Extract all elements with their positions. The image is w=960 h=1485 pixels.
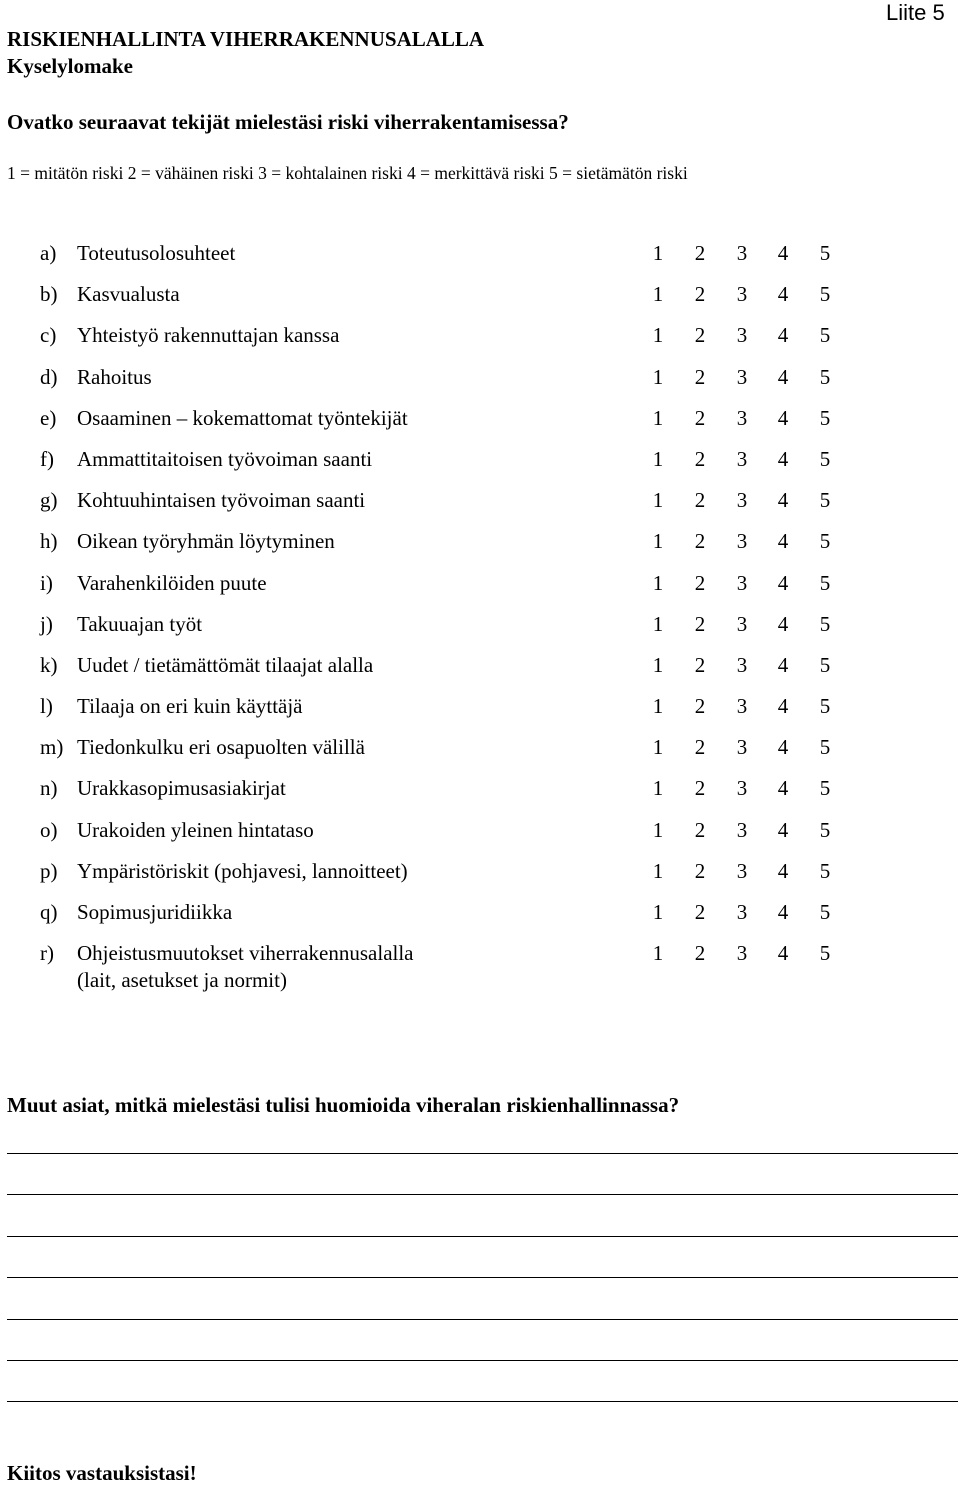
rating-options	[648, 899, 834, 925]
item-letter: n)	[40, 776, 58, 801]
item-letter: j)	[40, 611, 53, 636]
rating-options	[648, 611, 834, 637]
item-label: Tilaaja on eri kuin käyttäjä	[77, 694, 303, 719]
rating-option-5[interactable]: 5	[819, 570, 831, 595]
rating-item	[0, 405, 960, 446]
rating-option-5[interactable]: 5	[819, 858, 831, 883]
rating-option-2[interactable]: 2	[694, 241, 706, 265]
rating-option-3[interactable]: 3	[736, 776, 748, 801]
rating-option-2[interactable]: 2	[694, 776, 706, 801]
item-letter: e)	[40, 405, 57, 430]
rating-item	[0, 446, 960, 487]
rating-option-4[interactable]: 4	[777, 364, 789, 389]
answer-line[interactable]	[7, 1153, 958, 1194]
rating-option-3[interactable]: 3	[736, 858, 748, 883]
answer-line[interactable]	[7, 1401, 958, 1442]
rating-option-5[interactable]: 5	[819, 241, 831, 265]
item-letter: l)	[40, 694, 53, 719]
rating-option-2[interactable]: 2	[694, 858, 706, 883]
item-label: Tiedonkulku eri osapuolten välillä	[77, 735, 365, 760]
rating-item	[0, 487, 960, 528]
rating-option-5[interactable]: 5	[819, 488, 831, 513]
rating-option-4[interactable]: 4	[777, 694, 789, 719]
rating-options	[648, 364, 834, 390]
rating-option-3[interactable]: 3	[736, 900, 748, 924]
rating-option-3[interactable]: 3	[736, 652, 748, 677]
rating-option-5[interactable]: 5	[819, 364, 831, 389]
item-letter: r)	[40, 941, 54, 966]
rating-options	[648, 446, 834, 472]
item-label: Ympäristöriskit (pohjavesi, lannoitteet)	[77, 858, 408, 883]
item-letter: g)	[40, 488, 58, 513]
rating-option-1[interactable]: 1	[652, 241, 664, 265]
answer-lines	[7, 1153, 958, 1443]
rating-option-3[interactable]: 3	[736, 570, 748, 595]
rating-option-2[interactable]: 2	[694, 570, 706, 595]
rating-option-4[interactable]: 4	[777, 405, 789, 430]
thanks-text: Kiitos vastauksistasi!	[7, 1461, 197, 1485]
rating-option-3[interactable]: 3	[736, 941, 748, 966]
rating-option-4[interactable]: 4	[777, 817, 789, 842]
rating-option-1[interactable]: 1	[652, 858, 664, 883]
rating-option-4[interactable]: 4	[777, 611, 789, 636]
rating-option-1[interactable]: 1	[652, 323, 664, 348]
rating-option-5[interactable]: 5	[819, 735, 831, 760]
rating-option-4[interactable]: 4	[777, 858, 789, 883]
rating-options	[648, 940, 834, 966]
rating-option-1[interactable]: 1	[652, 529, 664, 554]
rating-options	[648, 322, 834, 348]
rating-item	[0, 858, 960, 899]
rating-option-4[interactable]: 4	[777, 241, 789, 265]
rating-options	[648, 281, 834, 307]
rating-option-5[interactable]: 5	[819, 652, 831, 677]
rating-option-5[interactable]: 5	[819, 900, 831, 924]
rating-option-2[interactable]: 2	[694, 529, 706, 554]
answer-line[interactable]	[7, 1194, 958, 1235]
rating-option-4[interactable]: 4	[777, 941, 789, 966]
rating-option-1[interactable]: 1	[652, 611, 664, 636]
rating-item	[0, 364, 960, 405]
item-label: Oikean työryhmän löytyminen	[77, 529, 335, 554]
rating-option-2[interactable]: 2	[694, 488, 706, 513]
rating-option-1[interactable]: 1	[652, 941, 664, 966]
rating-option-4[interactable]: 4	[777, 323, 789, 348]
rating-option-1[interactable]: 1	[652, 817, 664, 842]
rating-option-3[interactable]: 3	[736, 735, 748, 760]
rating-option-2[interactable]: 2	[694, 611, 706, 636]
item-letter: p)	[40, 858, 58, 883]
rating-option-5[interactable]: 5	[819, 694, 831, 719]
answer-line[interactable]	[7, 1319, 958, 1360]
item-label: Urakkasopimusasiakirjat	[77, 776, 286, 801]
rating-options	[648, 528, 834, 554]
rating-item	[0, 281, 960, 322]
item-letter: f)	[40, 446, 54, 471]
question-heading: Ovatko seuraavat tekijät mielestäsi riski viherrakentamisessa?	[7, 110, 569, 134]
rating-option-5[interactable]: 5	[819, 941, 831, 966]
rating-option-5[interactable]: 5	[819, 776, 831, 801]
rating-option-4[interactable]: 4	[777, 776, 789, 801]
answer-line[interactable]	[7, 1360, 958, 1401]
rating-option-5[interactable]: 5	[819, 529, 831, 554]
item-letter: q)	[40, 900, 58, 924]
rating-option-1[interactable]: 1	[652, 570, 664, 595]
rating-option-5[interactable]: 5	[819, 323, 831, 348]
item-label: Yhteistyö rakennuttajan kanssa	[77, 323, 340, 348]
rating-options	[648, 693, 834, 719]
rating-option-5[interactable]: 5	[819, 611, 831, 636]
rating-option-1[interactable]: 1	[652, 735, 664, 760]
rating-option-3[interactable]: 3	[736, 446, 748, 471]
rating-option-4[interactable]: 4	[777, 282, 789, 307]
rating-option-1[interactable]: 1	[652, 364, 664, 389]
item-letter: c)	[40, 323, 57, 348]
item-label: Kasvualusta	[77, 282, 180, 307]
rating-option-2[interactable]: 2	[694, 694, 706, 719]
rating-option-4[interactable]: 4	[777, 570, 789, 595]
rating-option-2[interactable]: 2	[694, 735, 706, 760]
rating-option-4[interactable]: 4	[777, 652, 789, 677]
rating-options	[648, 240, 834, 266]
rating-option-4[interactable]: 4	[777, 488, 789, 513]
item-letter: k)	[40, 652, 58, 677]
item-label: Toteutusolosuhteet	[77, 241, 236, 265]
item-label: Ammattitaitoisen työvoiman saanti	[77, 446, 373, 471]
item-letter: m)	[40, 735, 64, 760]
rating-option-5[interactable]: 5	[819, 817, 831, 842]
rating-option-3[interactable]: 3	[736, 817, 748, 842]
item-letter: i)	[40, 570, 53, 595]
rating-options	[648, 570, 834, 596]
rating-item	[0, 611, 960, 652]
rating-option-1[interactable]: 1	[652, 776, 664, 801]
rating-item	[0, 775, 960, 816]
rating-option-1[interactable]: 1	[652, 446, 664, 471]
rating-option-2[interactable]: 2	[694, 652, 706, 677]
rating-option-5[interactable]: 5	[819, 405, 831, 430]
rating-option-3[interactable]: 3	[736, 488, 748, 513]
rating-option-2[interactable]: 2	[694, 817, 706, 842]
rating-option-3[interactable]: 3	[736, 364, 748, 389]
rating-option-2[interactable]: 2	[694, 364, 706, 389]
rating-option-1[interactable]: 1	[652, 282, 664, 307]
rating-option-3[interactable]: 3	[736, 529, 748, 554]
item-label: Uudet / tietämättömät tilaajat alalla	[77, 652, 374, 677]
rating-option-3[interactable]: 3	[736, 323, 748, 348]
rating-option-1[interactable]: 1	[652, 900, 664, 924]
rating-item	[0, 528, 960, 569]
answer-line[interactable]	[7, 1277, 958, 1318]
rating-option-3[interactable]: 3	[736, 241, 748, 265]
rating-option-2[interactable]: 2	[694, 446, 706, 471]
item-letter: a)	[40, 241, 57, 265]
document-title: RISKIENHALLINTA VIHERRAKENNUSALALLA	[7, 27, 485, 51]
rating-option-1[interactable]: 1	[652, 405, 664, 430]
rating-item	[0, 570, 960, 611]
appendix-label: Liite 5	[886, 0, 945, 25]
rating-option-4[interactable]: 4	[777, 446, 789, 471]
rating-item-list	[0, 240, 960, 993]
rating-option-4[interactable]: 4	[777, 529, 789, 554]
rating-item	[0, 817, 960, 858]
item-label-continuation: (lait, asetukset ja normit)	[77, 968, 287, 993]
item-label: Sopimusjuridiikka	[77, 900, 233, 924]
rating-option-1[interactable]: 1	[652, 488, 664, 513]
rating-item	[0, 652, 960, 693]
rating-item	[0, 240, 960, 281]
document-subtitle: Kyselylomake	[7, 54, 133, 78]
rating-options	[648, 734, 834, 760]
item-letter: b)	[40, 282, 58, 307]
rating-option-2[interactable]: 2	[694, 900, 706, 924]
item-label: Ohjeistusmuutokset viherrakennusalalla	[77, 941, 414, 966]
rating-item	[0, 693, 960, 734]
rating-option-2[interactable]: 2	[694, 282, 706, 307]
rating-option-2[interactable]: 2	[694, 941, 706, 966]
rating-options	[648, 487, 834, 513]
rating-option-4[interactable]: 4	[777, 735, 789, 760]
rating-option-4[interactable]: 4	[777, 900, 789, 924]
rating-options	[648, 858, 834, 884]
rating-item	[0, 899, 960, 940]
open-question-heading: Muut asiat, mitkä mielestäsi tulisi huomioida viheralan riskienhallinnassa?	[7, 1093, 680, 1117]
item-letter: d)	[40, 364, 58, 389]
rating-options	[648, 817, 834, 843]
item-letter: o)	[40, 817, 58, 842]
rating-option-1[interactable]: 1	[652, 652, 664, 677]
answer-line[interactable]	[7, 1236, 958, 1277]
rating-option-3[interactable]: 3	[736, 694, 748, 719]
item-label: Kohtuuhintaisen työvoiman saanti	[77, 488, 366, 513]
rating-option-2[interactable]: 2	[694, 405, 706, 430]
item-label: Rahoitus	[77, 364, 152, 389]
rating-option-5[interactable]: 5	[819, 446, 831, 471]
rating-options	[648, 405, 834, 431]
rating-option-2[interactable]: 2	[694, 323, 706, 348]
item-label: Osaaminen – kokemattomat työntekijät	[77, 405, 408, 430]
rating-item	[0, 734, 960, 775]
scale-legend: 1 = mitätön riski 2 = vähäinen riski 3 = kohtalainen riski 4 = merkittävä riski 5 = sietämätön riski	[7, 163, 688, 183]
rating-option-3[interactable]: 3	[736, 405, 748, 430]
item-label: Urakoiden yleinen hintataso	[77, 817, 314, 842]
rating-options	[648, 775, 834, 801]
rating-option-3[interactable]: 3	[736, 282, 748, 307]
item-label: Varahenkilöiden puute	[77, 570, 267, 595]
rating-options	[648, 652, 834, 678]
rating-item	[0, 322, 960, 363]
item-label: Takuuajan työt	[77, 611, 203, 636]
rating-option-3[interactable]: 3	[736, 611, 748, 636]
rating-option-1[interactable]: 1	[652, 694, 664, 719]
rating-item	[0, 940, 960, 993]
rating-option-5[interactable]: 5	[819, 282, 831, 307]
item-letter: h)	[40, 529, 58, 554]
